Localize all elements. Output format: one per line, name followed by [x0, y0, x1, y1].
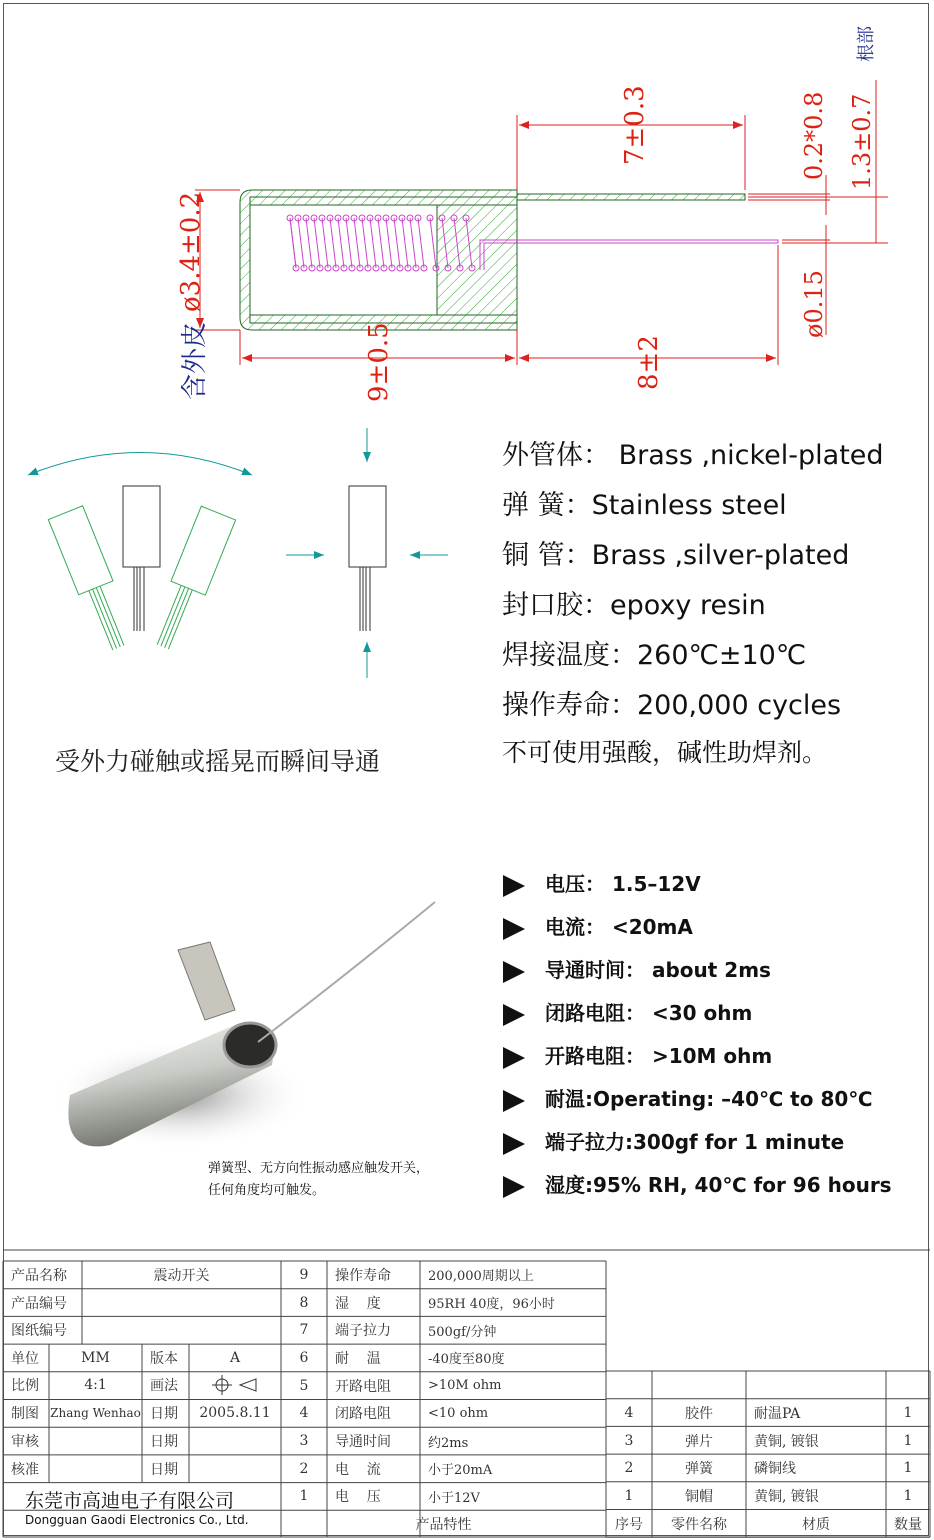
projection-symbol-icon	[189, 1371, 281, 1399]
char-name: 湿 度	[335, 1295, 381, 1312]
drawn-by: Zhang Wenhao	[50, 1406, 141, 1420]
motion-caption: 受外力碰触或摇晃而瞬间导通	[55, 747, 381, 776]
char-name: 端子拉力	[335, 1323, 391, 1340]
char-name: 耐 温	[335, 1350, 381, 1367]
parts-header: 序号	[615, 1516, 643, 1533]
material-line: 外管体： Brass ,nickel-plated	[502, 440, 884, 471]
version: A	[229, 1350, 241, 1366]
char-no: 7	[299, 1322, 309, 1339]
char-name: 操作寿命	[335, 1267, 391, 1284]
spec-item: 端子拉力:300gf for 1 minute	[503, 1126, 844, 1155]
char-value: -40度至80度	[428, 1352, 505, 1368]
label: 画法	[150, 1378, 178, 1394]
char-value: 小于12V	[428, 1490, 480, 1506]
char-no: 6	[299, 1349, 309, 1366]
part-material: 耐温PA	[754, 1405, 801, 1422]
dim-body-length: 9±0.5	[364, 322, 394, 402]
label: 图纸编号	[11, 1323, 67, 1339]
dim-outer-diameter: ø3.4±0.2	[176, 191, 206, 312]
parts-header: 零件名称	[671, 1516, 727, 1533]
dim-pin-size: 0.2*0.8	[800, 91, 828, 180]
material-line: 封口胶：epoxy resin	[502, 590, 766, 621]
part-no: 4	[624, 1404, 634, 1421]
label: 日期	[150, 1462, 178, 1478]
char-value: >10M ohm	[428, 1378, 502, 1394]
dim-length-top: 7±0.3	[620, 85, 650, 165]
unit: MM	[81, 1350, 110, 1366]
part-material: 黄铜, 镀银	[754, 1433, 819, 1450]
part-material: 磷铜线	[754, 1461, 796, 1478]
part-qty: 1	[903, 1487, 913, 1504]
part-qty: 1	[903, 1460, 913, 1477]
root-note: 根部	[856, 26, 877, 62]
char-no: 5	[299, 1377, 309, 1394]
char-value: <10 ohm	[428, 1405, 489, 1421]
label: 版本	[150, 1351, 178, 1367]
part-material: 黄铜, 镀银	[754, 1488, 819, 1505]
part-no: 2	[624, 1460, 634, 1477]
part-no: 1	[624, 1487, 634, 1504]
outer-note: 含外皮	[180, 321, 210, 400]
photo-caption: 弹簧型、无方向性振动感应触发开关， 任何角度均可触发。	[208, 1161, 430, 1198]
label: 产品编号	[11, 1296, 67, 1312]
char-no: 8	[299, 1294, 309, 1311]
char-no: 9	[299, 1266, 309, 1283]
spec-item: 开路电阻： >10M ohm	[503, 1040, 772, 1069]
part-name: 铜帽	[685, 1488, 713, 1505]
label: 核准	[11, 1462, 39, 1478]
product-name: 震动开关	[153, 1268, 210, 1284]
material-line: 铜 管：Brass ,silver-plated	[502, 540, 850, 571]
material-line: 焊接温度：260℃±10℃	[502, 640, 807, 671]
dim-wire-diameter: ø0.15	[800, 270, 828, 338]
label: 产品名称	[11, 1268, 67, 1284]
material-line: 弹 簧：Stainless steel	[502, 490, 787, 521]
spec-item: 电压： 1.5–12V	[503, 868, 701, 897]
label: 日期	[150, 1434, 178, 1450]
char-value: 500gf/分钟	[428, 1324, 497, 1340]
char-value: 小于20mA	[428, 1463, 493, 1479]
dim-lead-length: 8±2	[634, 335, 664, 390]
part-name: 弹片	[685, 1433, 713, 1450]
date: 2005.8.11	[199, 1405, 271, 1421]
spec-item: 导通时间： about 2ms	[503, 954, 771, 983]
dim-pin-offset: 1.3±0.7	[848, 93, 876, 190]
char-name: 电 压	[335, 1489, 381, 1506]
char-value: 95RH 40度，96小时	[428, 1297, 555, 1313]
label: 单位	[11, 1351, 39, 1367]
spec-item: 电流： <20mA	[503, 911, 693, 940]
label: 日期	[150, 1406, 178, 1422]
char-name: 导通时间	[335, 1434, 391, 1451]
part-qty: 1	[903, 1404, 913, 1421]
parts-header: 材质	[802, 1516, 830, 1533]
spec-item: 湿度:95% RH, 40℃ for 96 hours	[503, 1169, 892, 1198]
parts-header: 数量	[894, 1516, 922, 1533]
characteristics-title: 产品特性	[415, 1516, 472, 1533]
part-no: 3	[624, 1432, 634, 1449]
material-line: 操作寿命：200,000 cycles	[502, 690, 842, 721]
char-name: 电 流	[335, 1461, 381, 1478]
label: 制图	[11, 1406, 39, 1422]
char-no: 2	[299, 1460, 309, 1477]
label: 比例	[11, 1378, 39, 1394]
char-no: 4	[299, 1405, 309, 1422]
char-name: 闭路电阻	[335, 1406, 391, 1423]
char-no: 3	[299, 1433, 309, 1450]
company-name-cn: 东莞市高迪电子有限公司	[25, 1490, 235, 1512]
part-name: 胶件	[685, 1405, 713, 1422]
scale: 4:1	[84, 1377, 107, 1393]
spec-item: 闭路电阻： <30 ohm	[503, 997, 752, 1026]
spec-item: 耐温:Operating: –40℃ to 80℃	[503, 1083, 873, 1112]
warning-line: 不可使用强酸，碱性助焊剂。	[502, 738, 828, 767]
label: 审核	[11, 1434, 39, 1450]
part-name: 弹簧	[685, 1461, 713, 1478]
char-name: 开路电阻	[335, 1378, 391, 1395]
company-name-en: Dongguan Gaodi Electronics Co., Ltd.	[25, 1513, 249, 1527]
char-value: 约2ms	[428, 1435, 469, 1451]
char-value: 200,000周期以上	[428, 1269, 534, 1285]
part-qty: 1	[903, 1432, 913, 1449]
char-no: 1	[299, 1488, 309, 1505]
